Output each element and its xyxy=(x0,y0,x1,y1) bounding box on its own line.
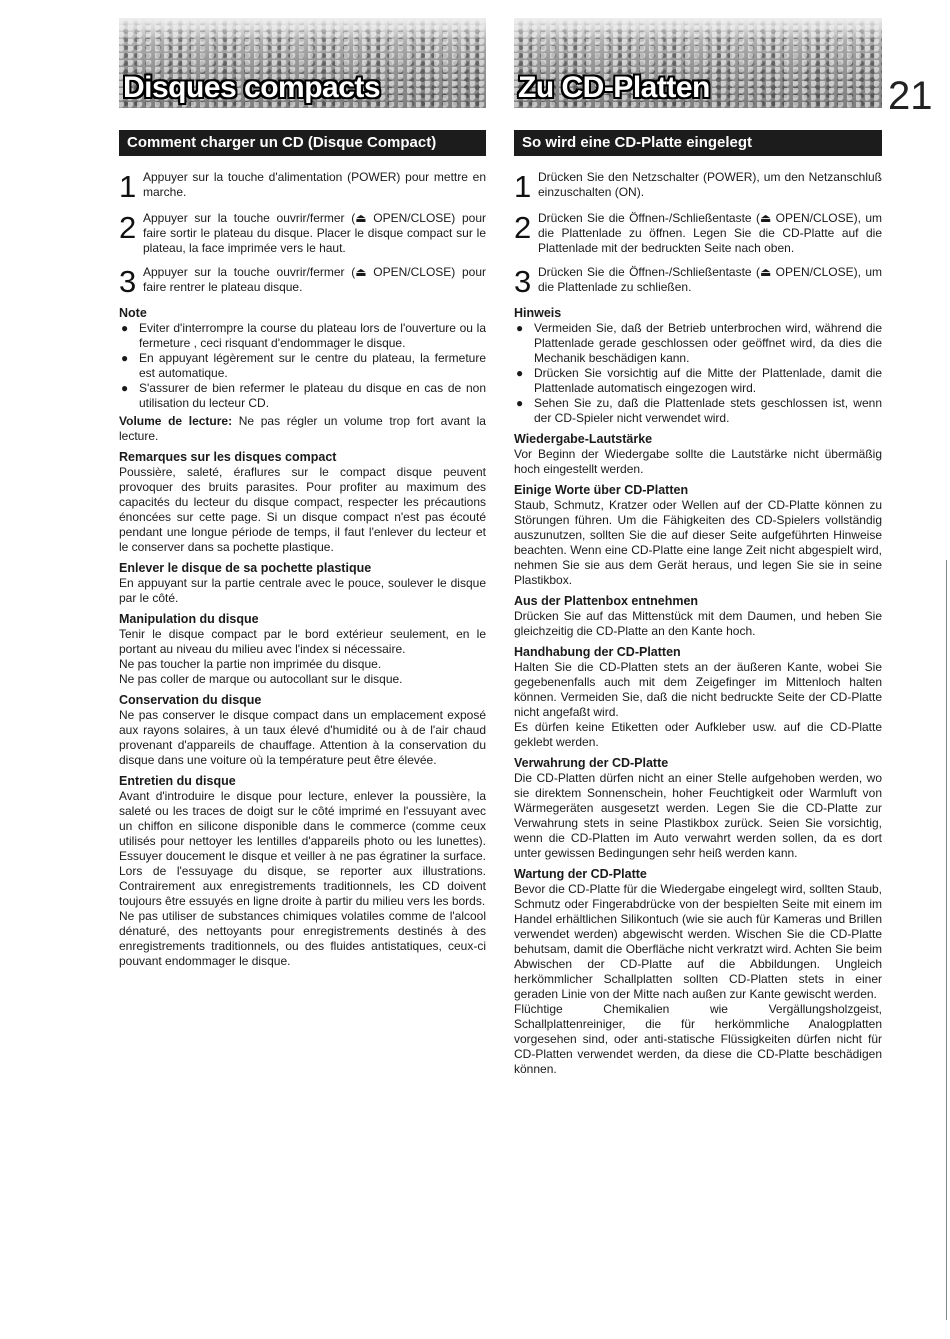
page-number: 21 xyxy=(888,74,933,118)
section-paragraph: Bevor die CD-Platte für die Wiedergabe eingelegt wird, sollten Staub, Schmutz oder Fingerabdrücke von der bespielten Seite mit einem im Handel erhältlichen Silikontuch (wie sie auch für Kameras und Brillen verwendet werden) abgewischt werden. Wischen Sie die CD-Platte behutsam, damit die Oberfläche nicht verkratzt wird. Achten Sie beim Abwischen der CD-Platte auf die Abbildungen. Ungleich herkömmlicher Schallplatten sollten CD-Platten stets in einer geraden Linie von der Mitte nach außen zur Kante gewischt werden. xyxy=(514,882,882,1001)
note-item xyxy=(119,321,486,351)
step-number: 2 xyxy=(119,210,137,245)
note-list xyxy=(119,321,486,411)
step-item xyxy=(514,265,882,297)
note-text: En appuyant légèrement sur le centre du plateau, la fermeture est automatique. xyxy=(139,351,486,380)
section-heading: Remarques sur les disques compact xyxy=(119,450,337,464)
step-number: 3 xyxy=(119,264,137,299)
section-paragraph: Halten Sie die CD-Platten stets an der äußeren Kante, wobei Sie gegebenenfalls auch mit dem Zeigefinger im Mittenloch halten können. Vermeiden Sie, daß die nicht bedruckte Seite der CD-Platte nicht angefaßt wird. xyxy=(514,660,882,719)
note-heading: Note xyxy=(119,306,147,320)
french-column xyxy=(119,18,486,969)
volume-paragraph xyxy=(119,414,486,444)
note-text: Sehen Sie zu, daß die Plattenlade stets geschlossen ist, wenn der CD-Spieler nicht verwendet wird. xyxy=(534,396,882,425)
volume-label: Volume de lecture: xyxy=(119,414,233,428)
note-text: Vermeiden Sie, daß der Betrieb unterbrochen wird, während die Plattenlade gerade geschlossen oder geöffnet wird, da dies die Mechanik beschädigen kann. xyxy=(534,321,882,365)
step-number: 1 xyxy=(514,169,532,204)
section-heading: Enlever le disque de sa pochette plastique xyxy=(119,561,372,575)
step-text: Drücken Sie den Netzschalter (POWER), um den Netzanschluß einzuschalten (ON). xyxy=(538,170,882,199)
section-paragraph: Ne pas utiliser de substances chimiques volatiles comme de l'alcool dénaturé, des nettoyants pour enregistrements destinés à des enregistrements traditionnels, ou des fluides antistatiques, ceux-ci pouvant endommager le disque. xyxy=(119,909,486,968)
volume-text: Ne pas régler un volume trop fort avant la lecture. xyxy=(119,414,486,443)
step-item xyxy=(119,211,486,256)
step-item xyxy=(514,211,882,256)
section-heading: Wartung der CD-Platte xyxy=(514,867,647,881)
section-paragraph: Drücken Sie auf das Mittenstück mit dem Daumen, und heben Sie gleichzeitig die CD-Platte an den Kante hoch. xyxy=(514,609,882,638)
page-edge-rule xyxy=(946,560,947,1320)
bullet-icon: ● xyxy=(516,321,524,335)
step-item xyxy=(514,170,882,202)
note-text: Drücken Sie vorsichtig auf die Mitte der Plattenlade, damit die Plattenlade automatisch eingezogen wird. xyxy=(534,366,882,395)
step-number: 3 xyxy=(514,264,532,299)
note-list xyxy=(514,321,882,426)
section-paragraph: Es dürfen keine Etiketten oder Aufkleber usw. auf die CD-Platte geklebt werden. xyxy=(514,720,882,749)
section-paragraph: Ne pas conserver le disque compact dans un emplacement exposé aux rayons solaires, à un taux élevé d'humidité ou à de l'air chaud provenant d'appareils de chauffage. Attention à la conservation du disque dans une voiture où la température peut être élevée. xyxy=(119,708,486,767)
french-banner xyxy=(119,18,486,108)
step-item xyxy=(119,265,486,297)
step-number: 2 xyxy=(514,210,532,245)
french-section-title: Comment charger un CD (Disque Compact) xyxy=(119,130,486,156)
note-heading: Hinweis xyxy=(514,306,562,320)
step-text: Appuyer sur la touche d'alimentation (POWER) pour mettre en marche. xyxy=(143,170,486,199)
note-item xyxy=(514,366,882,396)
section-paragraph: Ne pas toucher la partie non imprimée du disque. xyxy=(119,657,382,671)
section-paragraph: Vor Beginn der Wiedergabe sollte die Lautstärke nicht übermäßig hoch eingestellt werden. xyxy=(514,447,882,476)
bullet-icon: ● xyxy=(121,351,129,365)
section-heading: Conservation du disque xyxy=(119,693,262,707)
section-heading: Verwahrung der CD-Platte xyxy=(514,756,669,770)
step-text: Drücken Sie die Öffnen-/Schließentaste (⏏ OPEN/CLOSE), um die Plattenlade zu schließen. xyxy=(538,265,882,294)
french-banner-title: Disques compacts xyxy=(123,71,381,104)
step-item xyxy=(119,170,486,202)
section-paragraph: Ne pas coller de marque ou autocollant sur le disque. xyxy=(119,672,403,686)
german-section-title: So wird eine CD-Platte eingelegt xyxy=(514,130,882,156)
note-text: Eviter d'interrompre la course du plateau lors de l'ouverture ou la fermeture , ceci risquant d'endommager le disque. xyxy=(139,321,486,350)
section-paragraph: En appuyant sur la partie centrale avec le pouce, soulever le disque par le côté. xyxy=(119,576,486,605)
bullet-icon: ● xyxy=(121,321,129,335)
step-text: Appuyer sur la touche ouvrir/fermer (⏏ OPEN/CLOSE) pour faire sortir le plateau du disque. Placer le disque compact sur le plateau, la face imprimée vers le haut. xyxy=(143,211,486,255)
section-heading: Einige Worte über CD-Platten xyxy=(514,483,689,497)
german-column xyxy=(514,18,882,1077)
french-steps xyxy=(119,170,486,297)
step-text: Drücken Sie die Öffnen-/Schließentaste (⏏ OPEN/CLOSE), um die Plattenlade zu öffnen. Legen Sie die CD-Platte auf die Plattenlade mit der bedruckten Seite nach oben. xyxy=(538,211,882,255)
note-item xyxy=(514,321,882,366)
section-paragraph: Avant d'introduire le disque pour lecture, enlever la poussière, la saleté ou les traces de doigt sur le côté imprimé en l'essuyant avec un chiffon en silicone disponible dans le commerce (comme ceux utilisés pour nettoyer les lentilles d'appareils photo ou les lunettes). Essuyer doucement le disque et veiller à ne pas égratiner la surface. Lors de l'essuyage du disque, se reporter aux illustrations. Contrairement aux enregistrements traditionnels, les CD doivent toujours être essuyés en ligne droite à partir du milieu vers les bords. xyxy=(119,789,486,908)
german-steps xyxy=(514,170,882,297)
section-heading: Aus der Plattenbox entnehmen xyxy=(514,594,699,608)
note-item xyxy=(119,351,486,381)
step-number: 1 xyxy=(119,169,137,204)
step-text: Appuyer sur la touche ouvrir/fermer (⏏ OPEN/CLOSE) pour faire rentrer le plateau disque. xyxy=(143,265,486,294)
section-heading: Handhabung der CD-Platten xyxy=(514,645,681,659)
note-text: S'assurer de bien refermer le plateau du disque en cas de non utilisation du lecteur CD. xyxy=(139,381,486,410)
german-banner-title: Zu CD-Platten xyxy=(518,71,710,104)
section-heading: Wiedergabe-Lautstärke xyxy=(514,432,653,446)
section-paragraph: Tenir le disque compact par le bord extérieur seulement, en le portant au niveau du milieu avec l'index si nécessaire. xyxy=(119,627,486,656)
section-heading: Entretien du disque xyxy=(119,774,236,788)
section-heading: Manipulation du disque xyxy=(119,612,259,626)
section-paragraph: Poussière, saleté, éraflures sur le compact disque peuvent provoquer des bruits parasites. Pour profiter au maximum des capacités du lecteur du disque compact, respecter les précautions énoncées sur cette page. Si un disque compact n'est pas écouté pendant une longue période de temps, il faut l'enlever du lecteur et le conserver dans sa pochette plastique. xyxy=(119,465,486,554)
note-item xyxy=(119,381,486,411)
section-paragraph: Flüchtige Chemikalien wie Vergällungsholzgeist, Schallplattenreiniger, die für herkömmliche Analogplatten vorgesehen sind, oder anti-statische Flüssigkeiten dürfen nicht für CD-Platten verwendet werden, da diese die CD-Platte beschädigen können. xyxy=(514,1002,882,1076)
section-paragraph: Die CD-Platten dürfen nicht an einer Stelle aufgehoben werden, wo sie direktem Sonnenschein, hoher Feuchtigkeit oder Warmluft von Wärmegeräten ausgesetzt werden. Legen Sie die CD-Platte zur Verwahrung stets in seine Plastikbox zurück. Seien Sie vorsichtig, wenn die CD-Platten im Auto verwahrt werden sollen, da es dort unter gewissen Bedingungen sehr heiß werden kann. xyxy=(514,771,882,860)
german-banner xyxy=(514,18,882,108)
section-paragraph: Staub, Schmutz, Kratzer oder Wellen auf der CD-Platte können zu Störungen führen. Um die Fähigkeiten des CD-Spielers vollständig auszunutzen, sollten Sie die auf dieser Seite aufgeführten Hinweise beachten. Wenn eine CD-Platte eine lange Zeit nicht abgespielt wird, nehmen Sie sie aus dem Gerät heraus, und legen Sie sie in seine Plastikbox. xyxy=(514,498,882,587)
note-item xyxy=(514,396,882,426)
bullet-icon: ● xyxy=(516,366,524,380)
bullet-icon: ● xyxy=(516,396,524,410)
bullet-icon: ● xyxy=(121,381,129,395)
